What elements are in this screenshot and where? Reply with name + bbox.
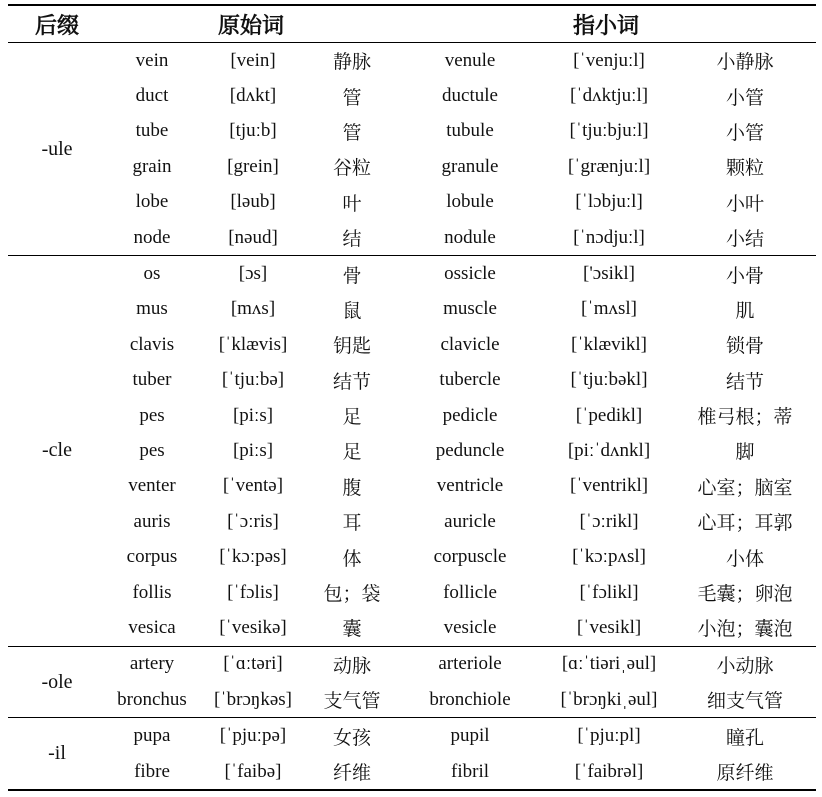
diminutive-phonetic-cell: [ˈɔːrikl] [579,510,639,532]
diminutive-word-cell: auricle [444,510,496,532]
table-row [8,149,816,184]
original-word-cell: vesica [128,616,176,638]
original-word-cell: mus [136,298,168,320]
original-meaning-cell: 女孩 [333,726,372,749]
diminutive-meaning-cell: 结节 [726,370,765,393]
diminutive-word-cell: venule [444,49,496,71]
original-meaning-cell: 钥匙 [333,335,372,358]
original-meaning-cell: 管 [342,86,362,109]
original-word-cell: artery [129,653,175,675]
diminutive-phonetic-cell: ['ɔsikl] [583,263,635,285]
original-word-cell: duct [135,85,169,107]
original-word-cell: pes [139,439,165,461]
diminutive-phonetic-cell: [ˈnɔdjuːl] [573,226,645,248]
original-meaning-cell: 静脉 [333,51,372,74]
diminutive-phonetic-cell: [ˈpjuːpl] [577,725,641,747]
original-word-cell: pupa [133,725,171,747]
diminutive-word-cell: corpuscle [433,546,507,568]
diminutive-phonetic-cell: [ˈpedikl] [575,404,643,426]
original-phonetic-cell: [ˈvesikə] [219,616,287,638]
diminutive-word-cell: granule [441,155,499,177]
original-meaning-cell: 腹 [342,476,362,499]
original-meaning-cell: 支气管 [323,690,381,713]
diminutive-word-cell: vesicle [443,616,497,638]
table-row [8,469,816,504]
original-phonetic-cell: [piːs] [232,439,274,461]
diminutive-phonetic-cell: [ˈbrɔŋkiˌəul] [560,688,658,710]
diminutive-meaning-cell: 小管 [726,86,765,109]
diminutive-meaning-cell: 小结 [726,228,765,251]
original-meaning-cell: 骨 [342,264,362,287]
original-phonetic-cell: [ˈbrɔŋkəs] [214,688,292,710]
diminutive-meaning-cell: 锁骨 [726,335,765,358]
original-meaning-cell: 足 [342,441,362,464]
suffix-cell: -ule [41,137,73,160]
original-word-cell: node [133,226,171,248]
suffix-column-header: 后缀 [34,13,79,39]
original-phonetic-cell: [ˈventə] [222,475,284,497]
suffix-group [8,43,816,256]
table-row [8,43,816,79]
diminutive-phonetic-cell: [ˈtjuːbjuːl] [569,120,649,142]
table-row [8,610,816,646]
suffix-cell: -il [48,742,66,765]
diminutive-phonetic-cell: [ˈgrænjuːl] [567,155,651,177]
diminutive-meaning-cell: 小体 [726,547,765,570]
diminutive-meaning-cell: 原纤维 [716,762,774,784]
original-phonetic-cell: [vein] [230,49,276,71]
diminutive-phonetic-cell: [ɑːˈtiəriˌəul] [561,653,657,675]
diminutive-meaning-cell: 小泡；囊泡 [697,618,793,641]
table-header [8,5,816,43]
original-phonetic-cell: [ˈklævis] [218,333,288,355]
diminutive-word-cell: tubercle [439,369,501,391]
table-row [8,114,816,149]
original-phonetic-cell: [tjuːb] [229,120,277,142]
diminutive-phonetic-cell: [ˈvesikl] [576,616,642,638]
original-word-cell: auris [133,510,171,532]
diminutive-word-cell: muscle [443,298,497,320]
original-meaning-cell: 囊 [342,618,362,641]
original-meaning-cell: 体 [342,547,362,570]
original-meaning-cell: 耳 [342,512,362,535]
diminutive-phonetic-cell: [ˈmʌsl] [581,298,637,320]
table-row [8,185,816,220]
original-phonetic-cell: [nəud] [228,226,278,248]
diminutive-meaning-cell: 小动脉 [716,654,774,677]
original-meaning-cell: 足 [342,406,362,429]
table-row [8,433,816,468]
original-phonetic-cell: [ˈtjuːbə] [221,369,285,391]
diminutive-meaning-cell: 脚 [735,441,755,464]
original-word-cell: fibre [134,760,170,782]
table-row [8,292,816,327]
original-meaning-cell: 管 [342,121,362,144]
original-word-column-header: 原始词 [218,13,285,39]
diminutive-word-cell: tubule [446,120,494,142]
diminutive-phonetic-cell: [ˈfaibrəl] [574,760,644,782]
table-row [8,220,816,256]
table-row [8,78,816,113]
diminutive-meaning-cell: 颗粒 [726,157,765,180]
header-row [8,5,816,43]
original-meaning-cell: 鼠 [342,299,362,322]
diminutive-column-header: 指小词 [573,13,640,39]
diminutive-phonetic-cell: [ˈtjuːbəkl] [570,369,648,391]
original-word-cell: vein [135,49,169,71]
original-word-cell: tuber [132,369,172,391]
diminutive-word-cell: pedicle [442,404,498,426]
suffix-group [8,646,816,718]
original-word-cell: lobe [135,191,169,213]
diminutive-word-cell: arteriole [438,653,502,675]
original-word-cell: corpus [126,546,178,568]
diminutive-meaning-cell: 小管 [726,121,765,144]
diminutive-word-cell: ossicle [444,263,496,285]
original-phonetic-cell: [ˈɔːris] [227,510,279,532]
original-word-cell: tube [135,120,169,142]
original-phonetic-cell: [grein] [227,155,279,177]
diminutive-phonetic-cell: [ˈventrikl] [569,475,649,497]
diminutive-word-cell: follicle [443,581,497,603]
diminutive-meaning-cell: 心室；脑室 [697,476,793,499]
original-phonetic-cell: [ˈpjuːpə] [219,725,287,747]
diminutive-word-cell: clavicle [440,333,500,355]
diminutive-meaning-cell: 椎弓根；蒂 [697,406,793,429]
original-meaning-cell: 结 [342,228,362,251]
diminutive-meaning-cell: 小骨 [726,264,765,287]
original-phonetic-cell: [ˈfaibə] [224,760,282,782]
diminutive-meaning-cell: 小静脉 [716,51,774,74]
original-phonetic-cell: [dʌkt] [229,85,277,107]
suffix-group [8,256,816,646]
table-row [8,575,816,610]
original-phonetic-cell: [ˈkɔːpəs] [219,546,287,568]
diminutive-word-cell: bronchiole [429,688,511,710]
original-word-cell: venter [128,475,176,497]
diminutive-meaning-cell: 细支气管 [707,690,784,713]
diminutive-phonetic-cell: [ˈlɔbjuːl] [575,191,643,213]
original-word-cell: bronchus [117,688,187,710]
diminutive-word-cell: fibril [451,760,490,782]
original-word-cell: grain [132,155,172,177]
diminutive-phonetic-cell: [ˈkɔːpʌsl] [572,546,646,568]
table-row [8,256,816,292]
original-meaning-cell: 谷粒 [333,157,372,180]
diminutive-word-cell: peduncle [435,439,505,461]
table-row [8,539,816,574]
table-row [8,682,816,718]
table-row [8,646,816,682]
original-phonetic-cell: [ˈfɔlis] [227,581,279,603]
suffix-cell: -ole [41,670,73,693]
diminutive-meaning-cell: 心耳；耳郭 [697,512,793,535]
suffix-cell: -cle [42,439,72,462]
original-word-cell: pes [139,404,165,426]
original-meaning-cell: 结节 [333,370,372,393]
diminutive-meaning-cell: 瞳孔 [726,726,765,749]
table-row [8,504,816,539]
original-meaning-cell: 包；袋 [323,583,381,606]
original-meaning-cell: 动脉 [333,654,372,677]
table-row [8,363,816,398]
diminutive-word-cell: nodule [444,226,496,248]
original-phonetic-cell: [ləub] [230,191,276,213]
diminutive-word-cell: pupil [450,725,490,747]
original-meaning-cell: 叶 [342,192,362,215]
original-phonetic-cell: [piːs] [232,404,274,426]
original-phonetic-cell: [mʌs] [230,298,276,320]
table-row [8,718,816,754]
diminutive-phonetic-cell: [ˈklævikl] [571,333,648,355]
table-row [8,398,816,433]
diminutive-meaning-cell: 小叶 [726,192,765,215]
original-word-cell: os [143,263,161,285]
diminutive-word-cell: lobule [446,191,494,213]
original-word-cell: clavis [129,333,175,355]
diminutive-phonetic-cell: [ˈfɔlikl] [579,581,639,603]
diminutive-word-cell: ductule [442,85,498,107]
table-row [8,327,816,362]
original-phonetic-cell: [ɔs] [238,263,268,285]
original-phonetic-cell: [ˈɑːtəri] [223,653,283,675]
original-meaning-cell: 纤维 [333,762,372,784]
suffix-vocabulary-table [8,4,816,791]
diminutive-meaning-cell: 毛囊；卵泡 [697,583,793,606]
diminutive-meaning-cell: 肌 [735,299,755,322]
diminutive-phonetic-cell: [ˈvenjuːl] [573,49,645,71]
diminutive-phonetic-cell: [piːˈdʌnkl] [567,439,651,461]
suffix-group [8,718,816,790]
diminutive-phonetic-cell: [ˈdʌktjuːl] [569,85,649,107]
diminutive-word-cell: ventricle [436,475,504,497]
table-row [8,754,816,790]
original-word-cell: follis [132,581,172,603]
